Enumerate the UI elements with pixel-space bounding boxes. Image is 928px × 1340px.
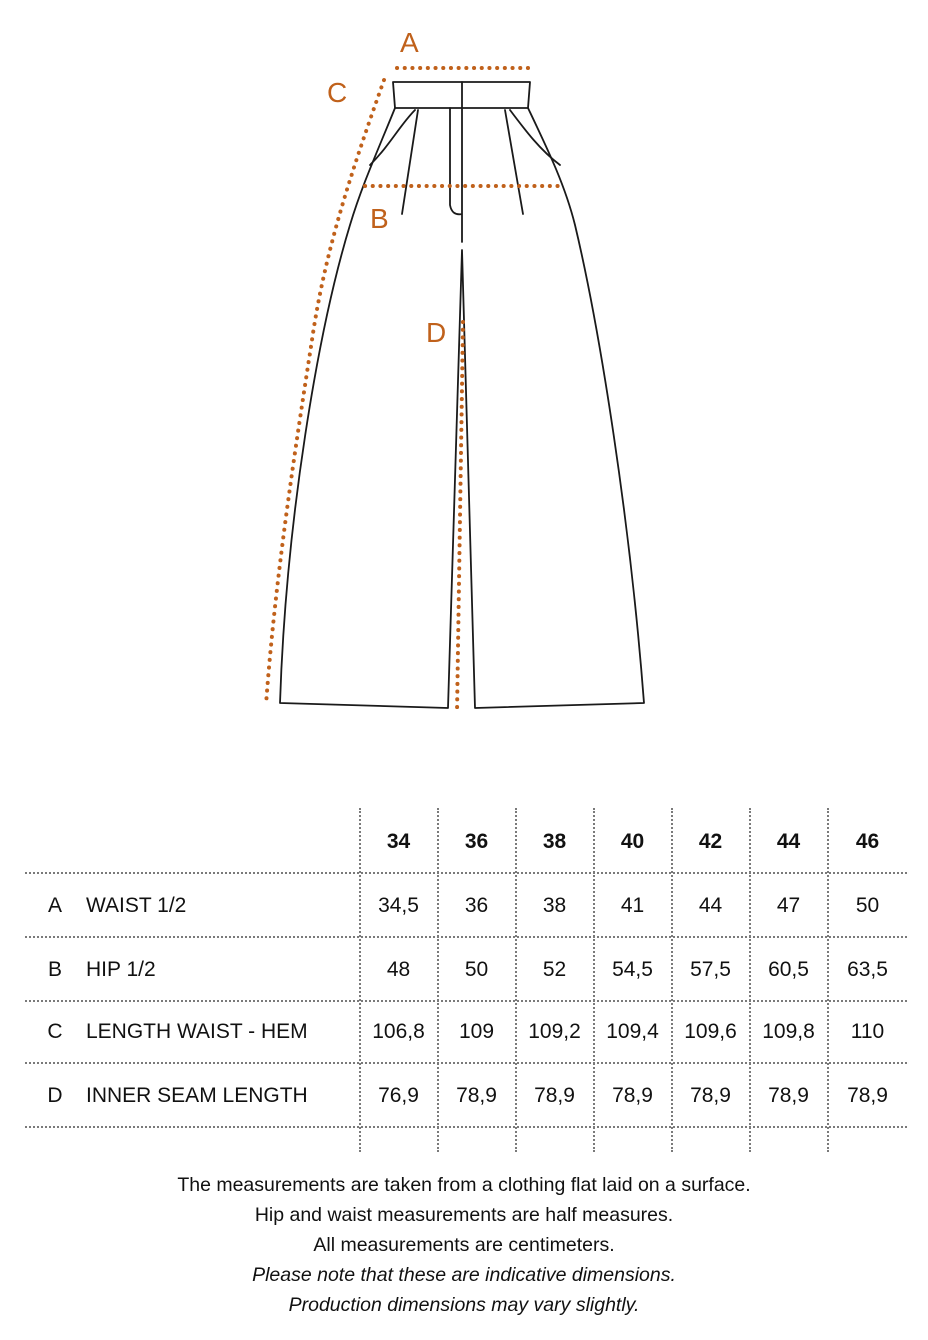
right-pleat [505,110,523,214]
row-name: LENGTH WAIST - HEM [86,1020,308,1043]
label-d: D [426,317,447,348]
table-cell: 41 [620,894,645,917]
table-cell: 109,4 [606,1020,659,1043]
row-name: HIP 1/2 [86,958,156,981]
table-cell: 52 [542,958,567,981]
table-cell: 78,9 [456,1084,497,1107]
table-cell: 50 [464,958,489,981]
table-cell: 106,8 [372,1020,425,1043]
table-cell: 44 [698,894,723,917]
table-cell: 34,5 [378,894,419,917]
size-header: 40 [620,830,645,853]
left-pocket [370,110,415,165]
trousers-outline [280,82,644,708]
note-line-italic: Production dimensions may vary slightly. [288,1294,640,1316]
measure-c-length [266,80,384,705]
table-cell: 78,9 [847,1084,888,1107]
note-line-italic: Please note that these are indicative dimensions. [252,1264,676,1286]
row-divider [25,872,907,874]
row-divider [25,936,907,938]
note-line: Hip and waist measurements are half measures. [254,1204,674,1226]
table-cell: 36 [464,894,489,917]
table-cell: 38 [542,894,567,917]
row-divider [25,1062,907,1064]
size-header: 44 [776,830,801,853]
table-cell: 109,6 [684,1020,737,1043]
measurement-notes [0,1170,928,1320]
size-header: 34 [386,830,411,853]
size-header: 42 [698,830,723,853]
table-cell: 47 [776,894,801,917]
table-cell: 78,9 [690,1084,731,1107]
label-b: B [370,203,389,234]
right-pocket [510,110,560,165]
table-cell: 110 [850,1020,885,1043]
table-cell: 48 [386,958,411,981]
table-cell: 54,5 [612,958,653,981]
table-cell: 109 [458,1020,495,1043]
table-cell: 76,9 [378,1084,419,1107]
size-header: 36 [464,830,489,853]
row-divider [25,1126,907,1128]
left-pleat [402,110,418,214]
row-code: B [47,958,62,981]
size-header: 46 [855,830,880,853]
size-chart-table [25,808,907,1152]
row-name: WAIST 1/2 [86,894,187,917]
row-name: INNER SEAM LENGTH [86,1084,308,1107]
fly-stitching [450,108,462,242]
table-cell: 109,8 [762,1020,815,1043]
size-header: 38 [542,830,567,853]
row-code: A [47,894,62,917]
table-cell: 78,9 [534,1084,575,1107]
note-line: The measurements are taken from a clothing flat laid on a surface. [177,1174,751,1196]
table-cell: 50 [855,894,880,917]
table-cell: 63,5 [847,958,888,981]
label-c: C [327,77,348,108]
table-cell: 109,2 [528,1020,581,1043]
table-cell: 57,5 [690,958,731,981]
table-cell: 78,9 [612,1084,653,1107]
label-a: A [400,27,419,58]
row-code: C [47,1020,63,1043]
table-cell: 78,9 [768,1084,809,1107]
table-cell: 60,5 [768,958,809,981]
note-line: All measurements are centimeters. [313,1234,615,1256]
row-code: D [47,1084,63,1107]
